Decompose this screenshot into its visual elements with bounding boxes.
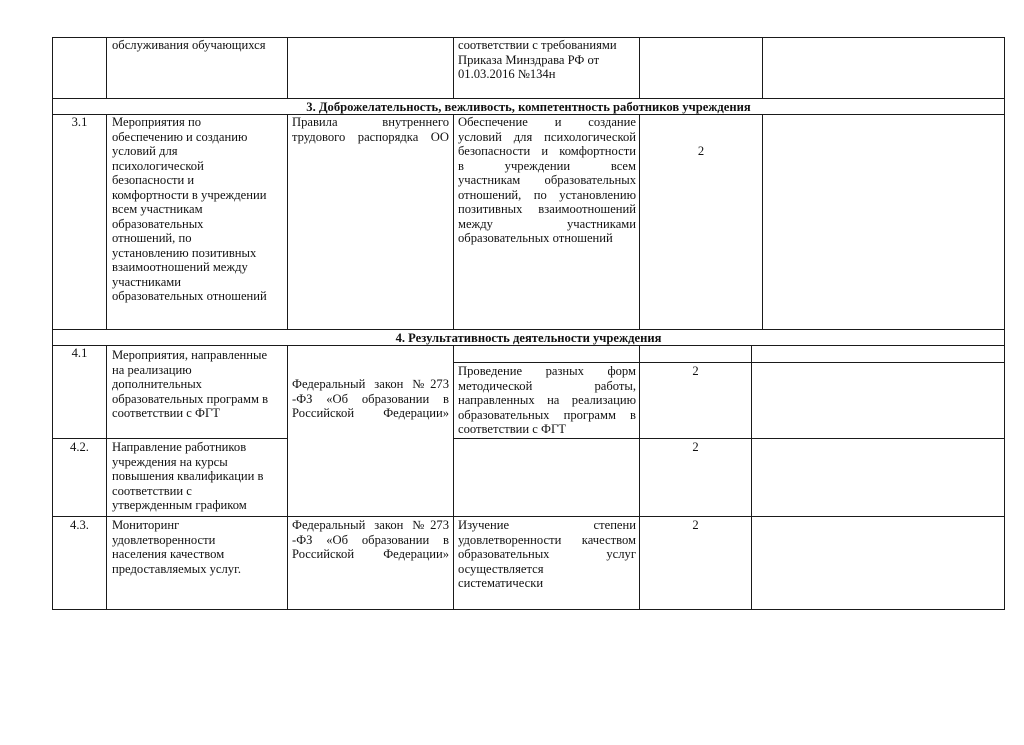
- row-divider: [52, 438, 287, 439]
- basis-cell: Федеральный закон №273 -ФЗ «Об образовании в Российской Федерации»: [292, 518, 449, 561]
- activity-cell: Мероприятия по обеспечению и созданию условий для психологической безопасности и комфортности в учреждении всем участникам образовательных отношений, по установлению позитивных взаимоотношений между участниками образовательных отношений: [112, 115, 267, 303]
- column-divider: [106, 345, 107, 610]
- result-line: систематически: [458, 576, 544, 590]
- column-divider: [287, 37, 288, 99]
- column-divider: [453, 37, 454, 99]
- column-divider: [287, 114, 288, 330]
- result-line: образовательных услуг: [458, 547, 636, 561]
- activity-cell: обслуживания обучающихся: [112, 38, 266, 52]
- score-cell: 2: [692, 518, 699, 532]
- result-line: участникам образовательных: [458, 173, 636, 187]
- result-line: Проведение разных форм: [458, 364, 636, 378]
- score-cell: 2: [692, 364, 699, 378]
- result-cell: соответствии с требованиями Приказа Минздрава РФ от 01.03.2016 №134н: [458, 38, 617, 81]
- column-divider: [453, 114, 454, 330]
- result-line: Изучение степени: [458, 518, 636, 532]
- result-line: осуществляется: [458, 561, 544, 576]
- column-divider: [287, 345, 288, 610]
- section-3-title: 3. Доброжелательность, вежливость, компетентность работников учреждения: [306, 100, 751, 114]
- basis-cell: Правила внутреннего трудового распорядка ОО: [292, 115, 449, 144]
- row-number: 3.1: [71, 115, 88, 129]
- column-divider: [639, 345, 640, 610]
- row-divider: [52, 345, 1005, 346]
- activity-cell: Мониторинг удовлетворенности населения качеством предоставляемых услуг.: [112, 518, 241, 576]
- score-cell: 2: [697, 144, 705, 158]
- result-cell: [458, 518, 636, 591]
- row-divider: [52, 98, 1005, 99]
- table-right-border: [1004, 37, 1005, 610]
- result-line: условий для психологической: [458, 129, 636, 144]
- column-divider: [751, 345, 752, 610]
- result-line: Обеспечение и создание: [458, 115, 636, 129]
- result-line: в учреждении всем: [458, 158, 636, 173]
- score-cell: 2: [692, 440, 699, 454]
- activity-cell: Мероприятия, направленные на реализацию дополнительных образовательных программ в соответствии с ФГТ: [112, 348, 269, 420]
- column-divider: [106, 114, 107, 330]
- row-number: 4.3.: [70, 518, 89, 532]
- result-line: позитивных взаимоотношений: [458, 202, 636, 216]
- result-line: соответствии с ФГТ: [458, 422, 566, 436]
- row-divider: [52, 329, 1005, 330]
- result-line: образовательных программ в: [458, 407, 636, 422]
- column-divider: [639, 37, 640, 99]
- result-line: отношений, по установлению: [458, 187, 636, 202]
- basis-cell: Федеральный закон №273 -ФЗ «Об образовании в Российской Федерации»: [292, 377, 449, 420]
- row-number: 4.1: [71, 346, 88, 360]
- result-line: удовлетворенности качеством: [458, 532, 636, 547]
- activity-cell: Направление работников учреждения на курсы повышения квалификации в соответствии с утвержденным графиком: [112, 440, 264, 512]
- section-4-title: 4. Результативность деятельности учреждения: [395, 331, 662, 345]
- result-cell: [458, 115, 636, 246]
- row-divider: [454, 362, 1005, 363]
- column-divider: [453, 345, 454, 610]
- column-divider: [762, 114, 763, 330]
- result-cell: [458, 364, 636, 437]
- column-divider: [762, 37, 763, 99]
- row-divider: [52, 516, 1005, 517]
- result-line: безопасности и комфортности: [458, 144, 636, 158]
- result-line: образовательных отношений: [458, 231, 613, 245]
- result-line: между участниками: [458, 216, 636, 231]
- result-line: методической работы,: [458, 378, 636, 393]
- column-divider: [106, 37, 107, 99]
- result-line: направленных на реализацию: [458, 393, 636, 407]
- table-bottom-border: [52, 609, 1005, 610]
- row-number: 4.2.: [70, 440, 89, 454]
- row-divider: [454, 438, 1005, 439]
